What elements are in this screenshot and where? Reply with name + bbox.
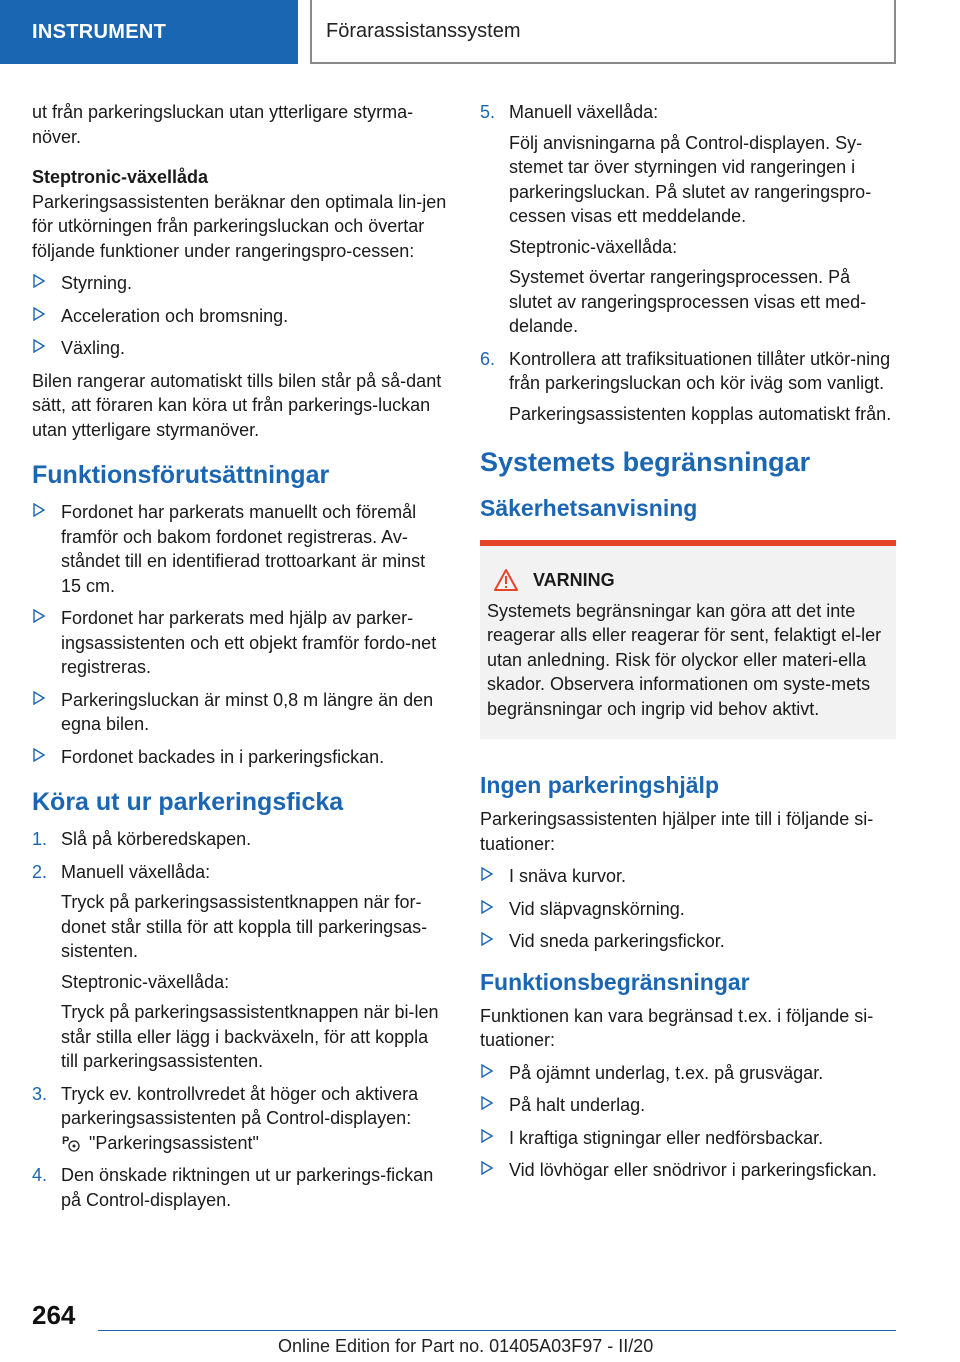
- funk-list: [32, 500, 450, 769]
- triangle-bullet-icon: [33, 339, 45, 353]
- triangle-bullet-icon: [33, 307, 45, 321]
- steps-list-right: [480, 100, 896, 426]
- step-item: 3. Tryck ev. kontrollvredet åt höger och aktivera parkeringsassistenten på Control-displayen: P "Parkeringsassistent": [32, 1082, 450, 1156]
- warning-triangle-icon: [493, 568, 519, 592]
- no-help-list: [480, 864, 896, 954]
- triangle-bullet-icon: [481, 900, 493, 914]
- no-help-text: Parkeringsassistenten hjälper inte till i följande si-tuationer:: [480, 809, 874, 854]
- triangle-bullet-icon: [33, 503, 45, 517]
- triangle-bullet-icon: [481, 932, 493, 946]
- triangle-bullet-icon: [481, 1161, 493, 1175]
- page-footer: [0, 1290, 960, 1362]
- steptronic-after: Bilen rangerar automatiskt tills bilen står på så-dant sätt, att föraren kan köra ut från parkerings-luckan utan ytterligare styrmanöver.: [32, 370, 442, 440]
- list-item: Fordonet backades in i parkeringsfickan.: [32, 745, 450, 770]
- triangle-bullet-icon: [481, 867, 493, 881]
- function-limits-heading: Funktionsbegränsningar: [480, 968, 750, 995]
- list-item: Styrning.: [32, 271, 450, 296]
- page-header: [0, 0, 960, 66]
- list-item: Vid släpvagnskörning.: [480, 897, 896, 922]
- list-item: Parkeringsluckan är minst 0,8 m längre än den egna bilen.: [32, 688, 450, 737]
- section-tab: INSTRUMENT: [0, 0, 298, 64]
- step-number: 3.: [32, 1083, 48, 1104]
- parking-assistant-icon: [61, 1133, 81, 1153]
- no-help-heading: Ingen parkeringshjälp: [480, 772, 719, 798]
- warning-box: [480, 540, 896, 739]
- triangle-bullet-icon: [33, 748, 45, 762]
- triangle-bullet-icon: [481, 1096, 493, 1110]
- svg-text:P: P: [62, 1134, 70, 1147]
- step-number: 6.: [480, 348, 496, 369]
- left-column: [32, 100, 450, 1220]
- kora-ut-heading: Köra ut ur parkeringsficka: [32, 788, 344, 816]
- function-limits-list: [480, 1061, 896, 1183]
- list-item: Acceleration och bromsning.: [32, 304, 450, 329]
- triangle-bullet-icon: [481, 1129, 493, 1143]
- list-item: Fordonet har parkerats manuellt och föremål framför och bakom fordonet registreras. Av-ståndet till en identifierad trottoarkant är minst 15 cm.: [32, 500, 450, 598]
- intro-paragraph: ut från parkeringsluckan utan ytterligare styrma-növer.: [32, 102, 414, 147]
- step-item: 2. Manuell växellåda: Tryck på parkeringsassistentknappen när for-donet står stilla för att koppla till parkeringsas-sistenten. Steptronic-växellåda: Tryck på parkeringsassistentknappen när bi-len står stilla eller lägg i backväxeln, för att koppla till parkeringsassistenten.: [32, 861, 439, 1071]
- triangle-bullet-icon: [33, 609, 45, 623]
- chapter-tab: Förarassistanssystem: [310, 0, 896, 64]
- steptronic-text: Parkeringsassistenten beräknar den optimala lin-jen för utkörningen från parkeringsluckan och övertar följande funktioner under rangeringspro-cessen:: [32, 191, 447, 261]
- warning-text: Systemets begränsningar kan göra att det inte reagerar alls eller reagerar för sent, felaktigt el-ler utan anledning. Risk för olyckor eller materi-ella skador. Observera informationen om syste-mets begränsningar och ingrip vid behov aktivt.: [487, 600, 882, 719]
- step-number: 5.: [480, 102, 496, 122]
- system-limits-heading: Systemets begränsningar: [480, 447, 811, 477]
- steptronic-heading: Steptronic-växellåda: [32, 167, 209, 187]
- function-limits-text: Funktionen kan vara begränsad t.ex. i följande si-tuationer:: [480, 1005, 874, 1050]
- page-number: 264: [32, 1300, 76, 1330]
- triangle-bullet-icon: [481, 1064, 493, 1078]
- list-item: På halt underlag.: [480, 1093, 896, 1118]
- list-item: I kraftiga stigningar eller nedförsbackar.: [480, 1126, 896, 1151]
- list-item: Växling.: [32, 336, 450, 361]
- step-number: 4.: [32, 1165, 48, 1185]
- step-item: 5. Manuell växellåda: Följ anvisningarna på Control-displayen. Sy-stemet tar över styrningen vid rangeringen i parkeringsluckan. På slutet av rangeringspro-cessen visas ett meddelande. Steptronic-växellåda: Systemet övertar rangeringsprocessen. På slutet av rangeringsprocessen visas ett med-delande.: [480, 102, 872, 336]
- list-item: Vid lövhögar eller snödrivor i parkeringsfickan.: [480, 1158, 896, 1183]
- steptronic-list: [32, 271, 450, 361]
- list-item: På ojämnt underlag, t.ex. på grusvägar.: [480, 1061, 896, 1086]
- funktionsforutsattningar-heading: Funktionsförutsättningar: [32, 461, 330, 489]
- step-number: 1.: [32, 829, 48, 849]
- footer-divider: [98, 1330, 896, 1331]
- step-item: 6. Kontrollera att trafiksituationen tillåter utkör-ning från parkeringsluckan och kör iväg som vanligt. Parkeringsassistenten kopplas automatiskt från.: [480, 348, 892, 424]
- step-item: 4. Den önskade riktningen ut ur parkerings-fickan på Control-displayen.: [32, 1165, 434, 1210]
- step-number: 2.: [32, 861, 48, 882]
- warning-title: VARNING: [493, 568, 889, 593]
- step-item: 1. Slå på körberedskapen.: [32, 827, 450, 852]
- list-item: Vid sneda parkeringsfickor.: [480, 929, 896, 954]
- list-item: Fordonet har parkerats med hjälp av parker-ingsassistenten och ett objekt framför fordo-net registreras.: [32, 606, 450, 680]
- edition-text: Online Edition for Part no. 01405A03F97 - II/20: [278, 1336, 654, 1356]
- list-item: I snäva kurvor.: [480, 864, 896, 889]
- triangle-bullet-icon: [33, 274, 45, 288]
- right-column: [480, 100, 896, 1191]
- triangle-bullet-icon: [33, 691, 45, 705]
- menu-path: P "Parkeringsassistent": [62, 1132, 259, 1153]
- steps-list-left: [32, 827, 450, 1212]
- safety-heading: Säkerhetsanvisning: [480, 495, 698, 521]
